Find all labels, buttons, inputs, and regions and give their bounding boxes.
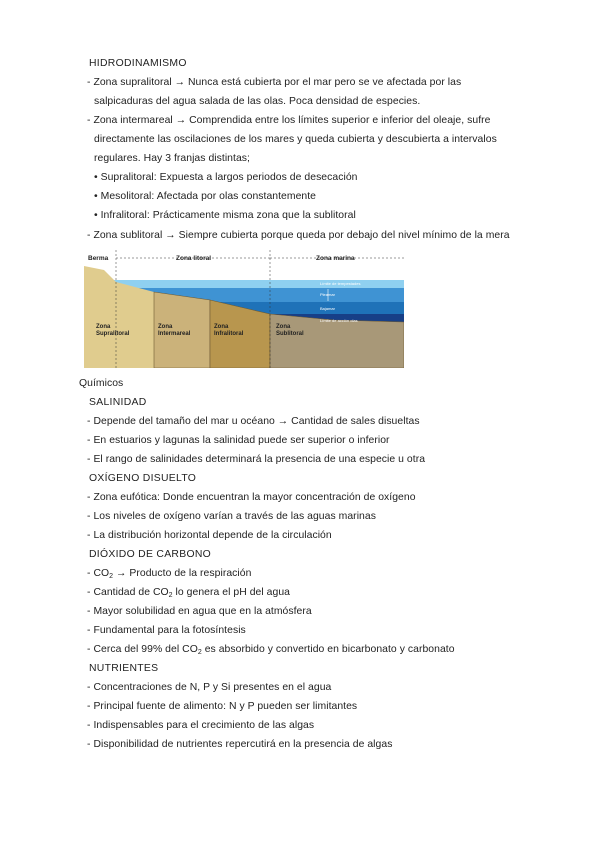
text-line: - Fundamental para la fotosíntesis: [87, 625, 246, 636]
zone-sublitoral-label: Sublitoral: [276, 331, 304, 337]
zona-marina-label: Zona marina: [316, 255, 355, 262]
text-part: - Cantidad de CO: [87, 587, 169, 598]
zone-intermareal-label: Zona: [158, 324, 173, 330]
text-line: [87, 643, 455, 656]
pleamar-label: Pleamar: [320, 292, 335, 297]
text-line: - Indispensables para el crecimiento de las algas: [87, 720, 315, 731]
section-title-oxigeno: OXÍGENO DISUELTO: [89, 473, 197, 484]
sea-surface: [114, 280, 404, 288]
coastal-zones-diagram: [84, 248, 404, 368]
text-line: - La distribución horizontal depende de la circulación: [87, 530, 332, 541]
text-line: directamente las oscilaciones de los mares y queda cubierta y descubierta a intervalos: [94, 134, 497, 145]
text-part: - Cerca del 99% del CO: [87, 644, 198, 655]
berma-label: Berma: [88, 255, 109, 262]
text-line: - Zona eufótica: Donde encuentran la mayor concentración de oxígeno: [87, 492, 416, 503]
text-line: - Depende del tamaño del mar u océano → Cantidad de sales disueltas: [87, 416, 420, 427]
text-line: - Concentraciones de N, P y Si presentes en el agua: [87, 682, 332, 693]
bullet-item: • Supralitoral: Expuesta a largos periodos de desecación: [94, 172, 358, 183]
text-part: - CO: [87, 568, 110, 579]
section-title-co2: DIÓXIDO DE CARBONO: [89, 549, 212, 560]
text-line: - En estuarios y lagunas la salinidad puede ser superior o inferior: [87, 435, 390, 446]
text-line: - Mayor solubilidad en agua que en la atmósfera: [87, 606, 312, 617]
text-line: - El rango de salinidades determinará la presencia de una especie u otra: [87, 454, 426, 465]
subscript: 2: [109, 573, 114, 580]
bullet-item: • Mesolitoral: Afectada por olas constantemente: [94, 191, 317, 202]
zone-supralitoral-label: Supralitoral: [96, 331, 130, 337]
text-line: regulares. Hay 3 franjas distintas;: [94, 153, 250, 164]
text-line: - Los niveles de oxígeno varían a través de las aguas marinas: [87, 511, 376, 522]
text-line: - Zona sublitoral → Siempre cubierta porque queda por debajo del nivel mínimo de la mera: [87, 230, 510, 241]
section-title-quimicos: Químicos: [79, 378, 124, 389]
diagram-header: [84, 248, 404, 262]
bajamar-label: Bajamar: [320, 306, 335, 311]
zone-infralitoral-label: Infralitoral: [214, 331, 244, 337]
text-line: - Zona supralitoral → Nunca está cubierta por el mar pero se ve afectada por las: [87, 77, 462, 88]
text-line: [87, 586, 290, 599]
bullet-item: • Infralitoral: Prácticamente misma zona que la sublitoral: [94, 210, 356, 221]
text-line: - Principal fuente de alimento: N y P pueden ser limitantes: [87, 701, 358, 712]
subscript: 2: [197, 649, 202, 656]
text-line: - Zona intermareal → Comprendida entre los límites superior e inferior del oleaje, sufre: [87, 115, 491, 126]
section-title-salinidad: SALINIDAD: [89, 397, 147, 408]
text-part: lo genera el pH del agua: [172, 587, 290, 598]
zone-intermareal-label: Intermareal: [158, 331, 191, 337]
text-line: [87, 567, 251, 580]
zone-sublitoral-label: Zona: [276, 324, 291, 330]
text-line: salpicaduras del agua salada de las olas. Poca densidad de especies.: [94, 96, 421, 107]
text-line: - Disponibilidad de nutrientes repercutirá en la presencia de algas: [87, 739, 393, 750]
subscript: 2: [168, 592, 173, 599]
section-title-nutrientes: NUTRIENTES: [89, 663, 159, 674]
limite-tempestades-label: Límite de tempestades: [320, 281, 361, 286]
limite-accion-olas-label: Límite de acción olas: [320, 318, 358, 323]
section-title-hidrodinamismo: HIDRODINAMISMO: [89, 58, 187, 69]
text-part: → Producto de la respiración: [113, 568, 252, 579]
zone-intermareal-shape: [154, 292, 210, 368]
zone-supralitoral-label: Zona: [96, 324, 111, 330]
zona-litoral-label: Zona litoral: [176, 255, 212, 262]
zone-infralitoral-label: Zona: [214, 324, 229, 330]
text-part: es absorbido y convertido en bicarbonato y carbonato: [201, 644, 455, 655]
